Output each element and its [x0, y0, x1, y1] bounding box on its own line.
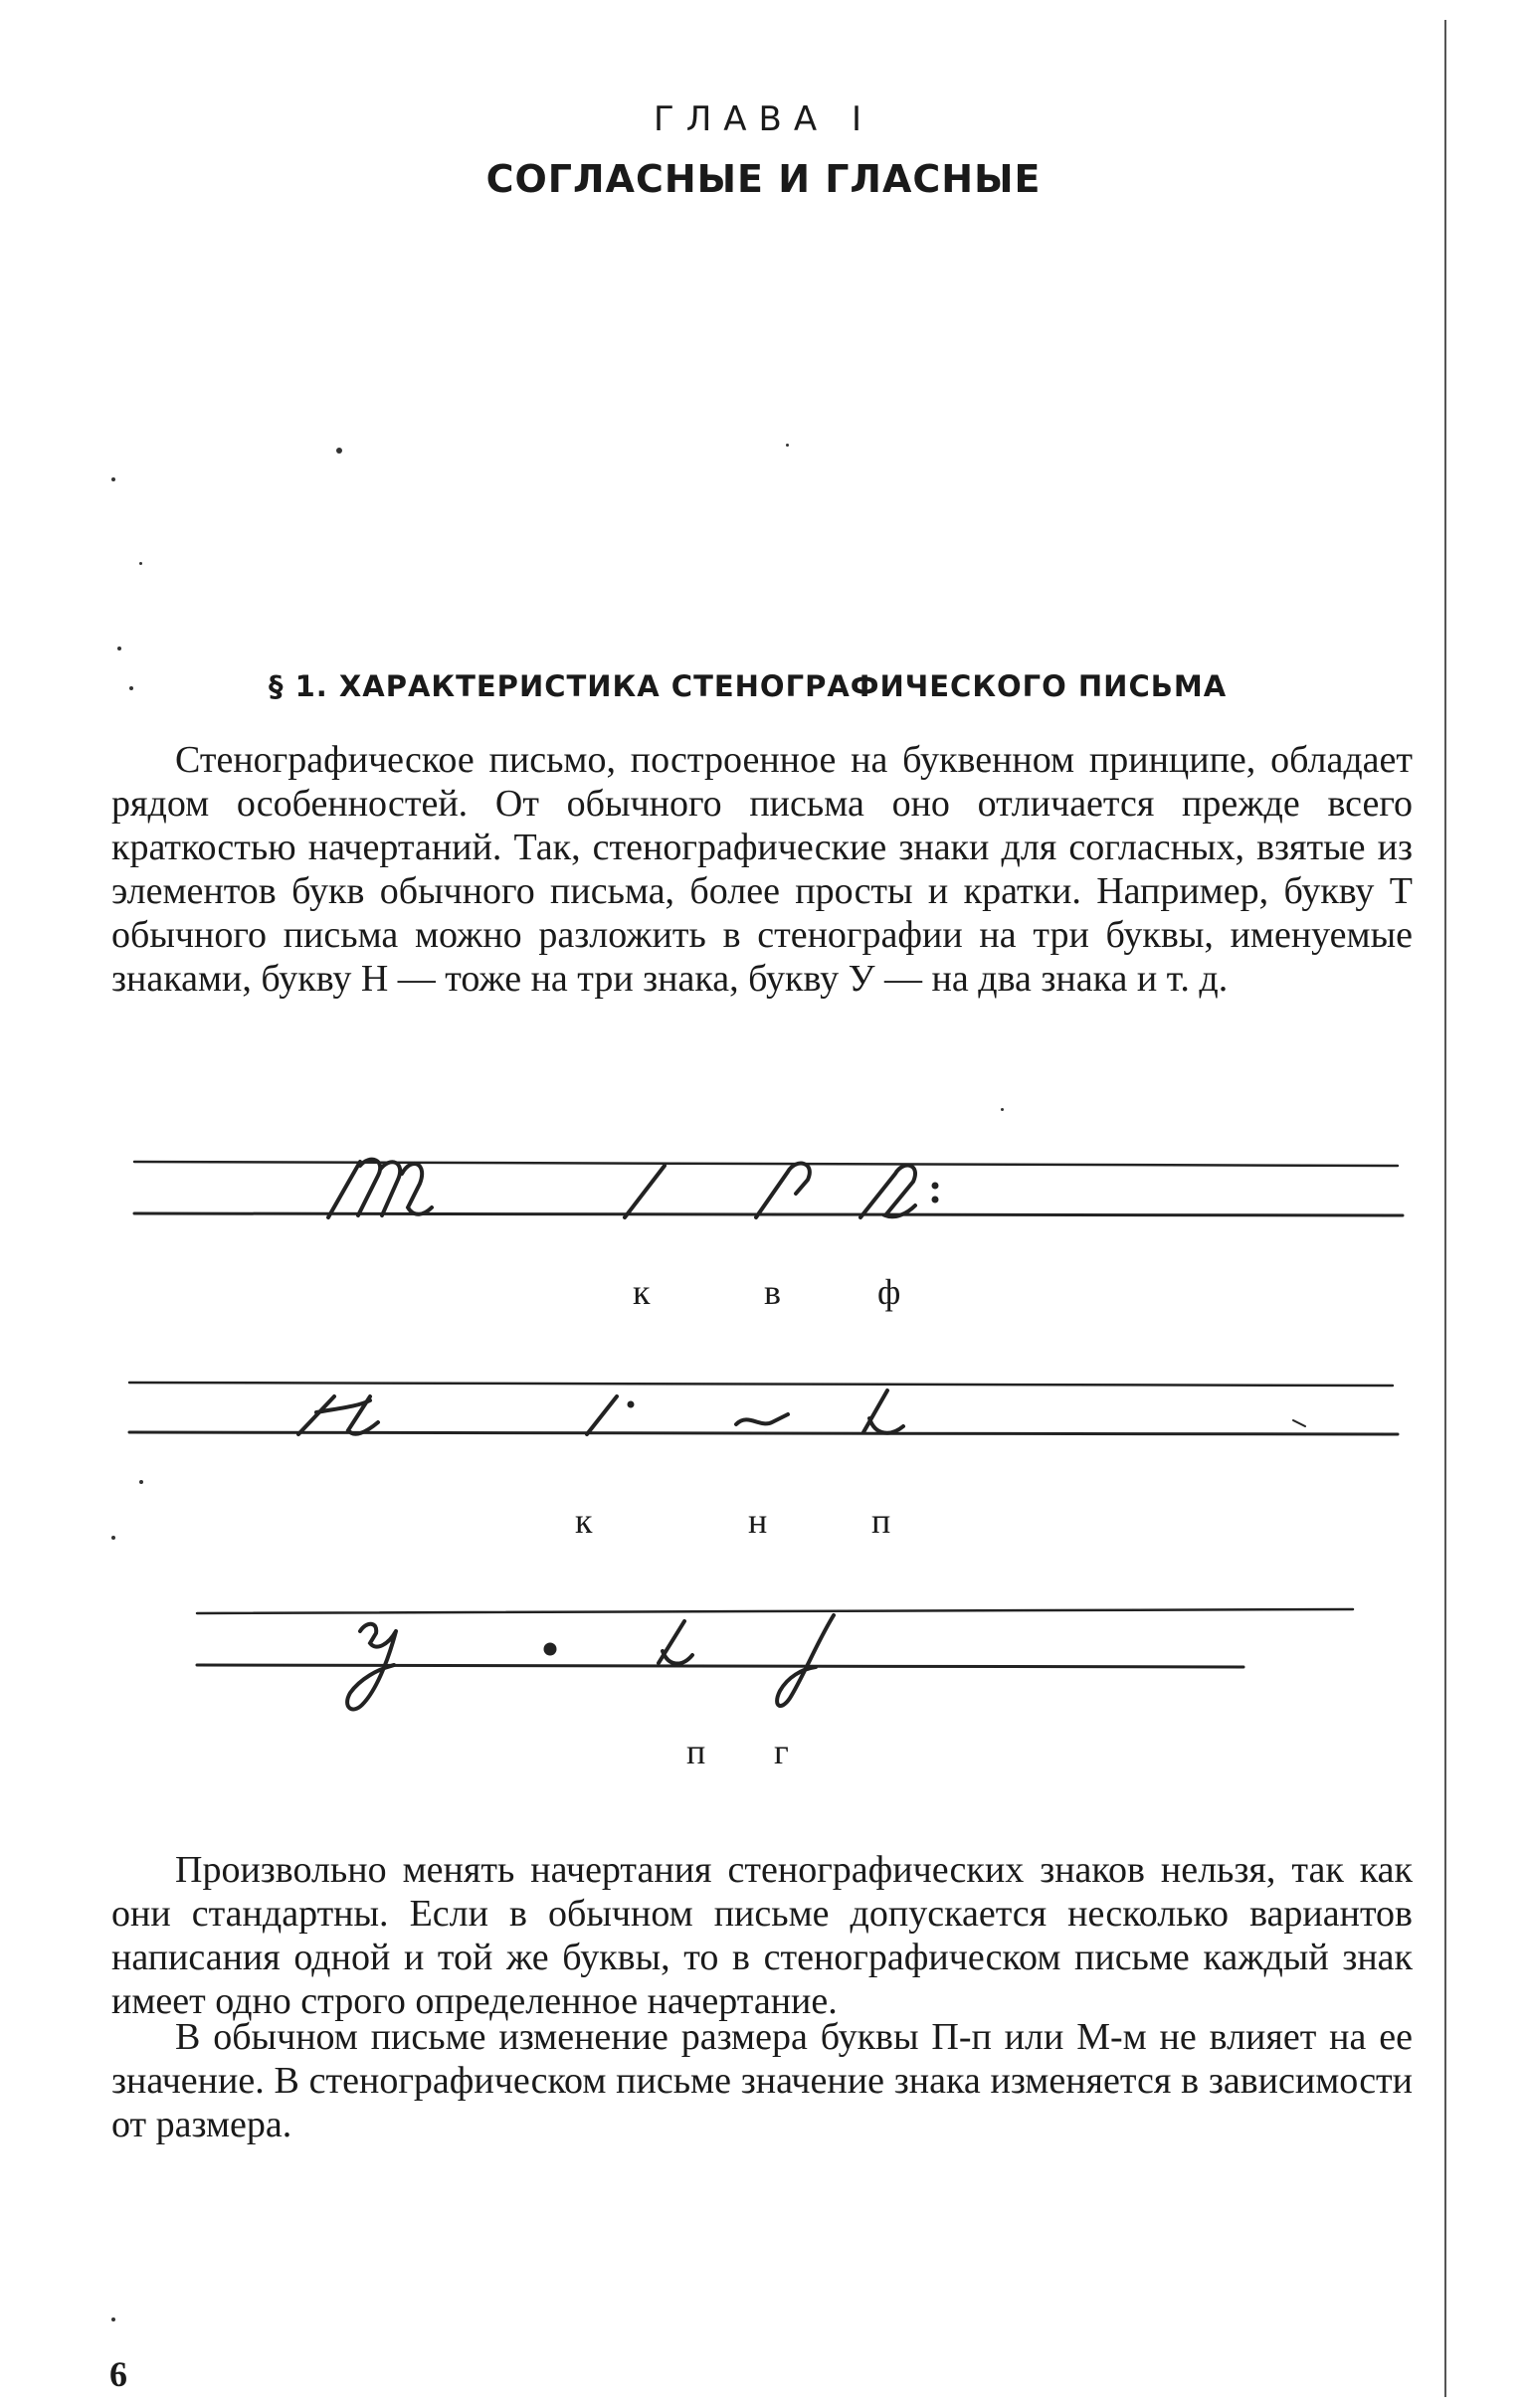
figure-label: п [686, 1732, 706, 1771]
chapter-label: ГЛАВА I [654, 99, 873, 139]
guide-line [197, 1609, 1353, 1613]
figure-label: п [871, 1501, 891, 1541]
figure-label: г [774, 1732, 789, 1771]
paragraph-2-text: Произвольно менять начертания стенографических знаков нельзя, так как они стандартны. Если в обычном письме допускается несколько вариантов написания одной и той же буквы, то в стенографическом письме каждый знак имеет одно строго определенное начертание. [111, 1849, 1413, 2022]
guide-line [134, 1162, 1398, 1166]
shorthand-glyph-p [863, 1390, 903, 1433]
figure-label: к [575, 1501, 593, 1541]
shorthand-glyph-p [659, 1621, 692, 1664]
paragraph-1-text: Стенографическое письмо, построенное на буквенном принципе, обладает рядом особенностей. От обычного письма оно отличается прежде всего краткостью начертаний. Так, стенографические знаки для согласных, взятые из элементов букв обычного письма, более просты и кратки. Например, букву Т обычного письма можно разложить в стенографии на три буквы, именуемые знаками, букву Н — тоже на три знака, букву У — на два знака и т. д. [111, 739, 1413, 1000]
figure-label: н [748, 1501, 768, 1541]
scan-speck [111, 2317, 115, 2321]
chapter-title: СОГЛАСНЫЕ И ГЛАСНЫЕ [485, 157, 1042, 201]
guide-line [197, 1665, 1243, 1667]
guide-line [134, 1213, 1403, 1215]
figure-label: к [633, 1272, 651, 1312]
shorthand-glyph-v [756, 1164, 810, 1217]
shorthand-glyph-t [328, 1160, 432, 1217]
shorthand-glyph-k [587, 1396, 617, 1434]
figure-label: ф [877, 1272, 901, 1312]
paragraph-3 [111, 2015, 1413, 2146]
figure-label: в [764, 1272, 781, 1312]
shorthand-glyph-g [777, 1615, 834, 1706]
shorthand-glyph-k [625, 1166, 665, 1217]
shorthand-glyph-n [736, 1414, 788, 1424]
guide-line [129, 1383, 1393, 1386]
shorthand-glyph-n [298, 1396, 378, 1434]
shorthand-glyph-f [860, 1166, 915, 1217]
page-number: 6 [109, 2354, 127, 2394]
guide-line [129, 1432, 1398, 1434]
paragraph-3-text: В обычном письме изменение размера буквы П-п или М-м не влияет на ее значение. В стенографическом письме значение знака изменяется в зависимости от размера. [111, 2016, 1413, 2145]
section-title: § 1. ХАРАКТЕРИСТИКА СТЕНОГРАФИЧЕСКОГО ПИСЬМА [269, 669, 1228, 703]
paragraph-2 [111, 1848, 1413, 2023]
